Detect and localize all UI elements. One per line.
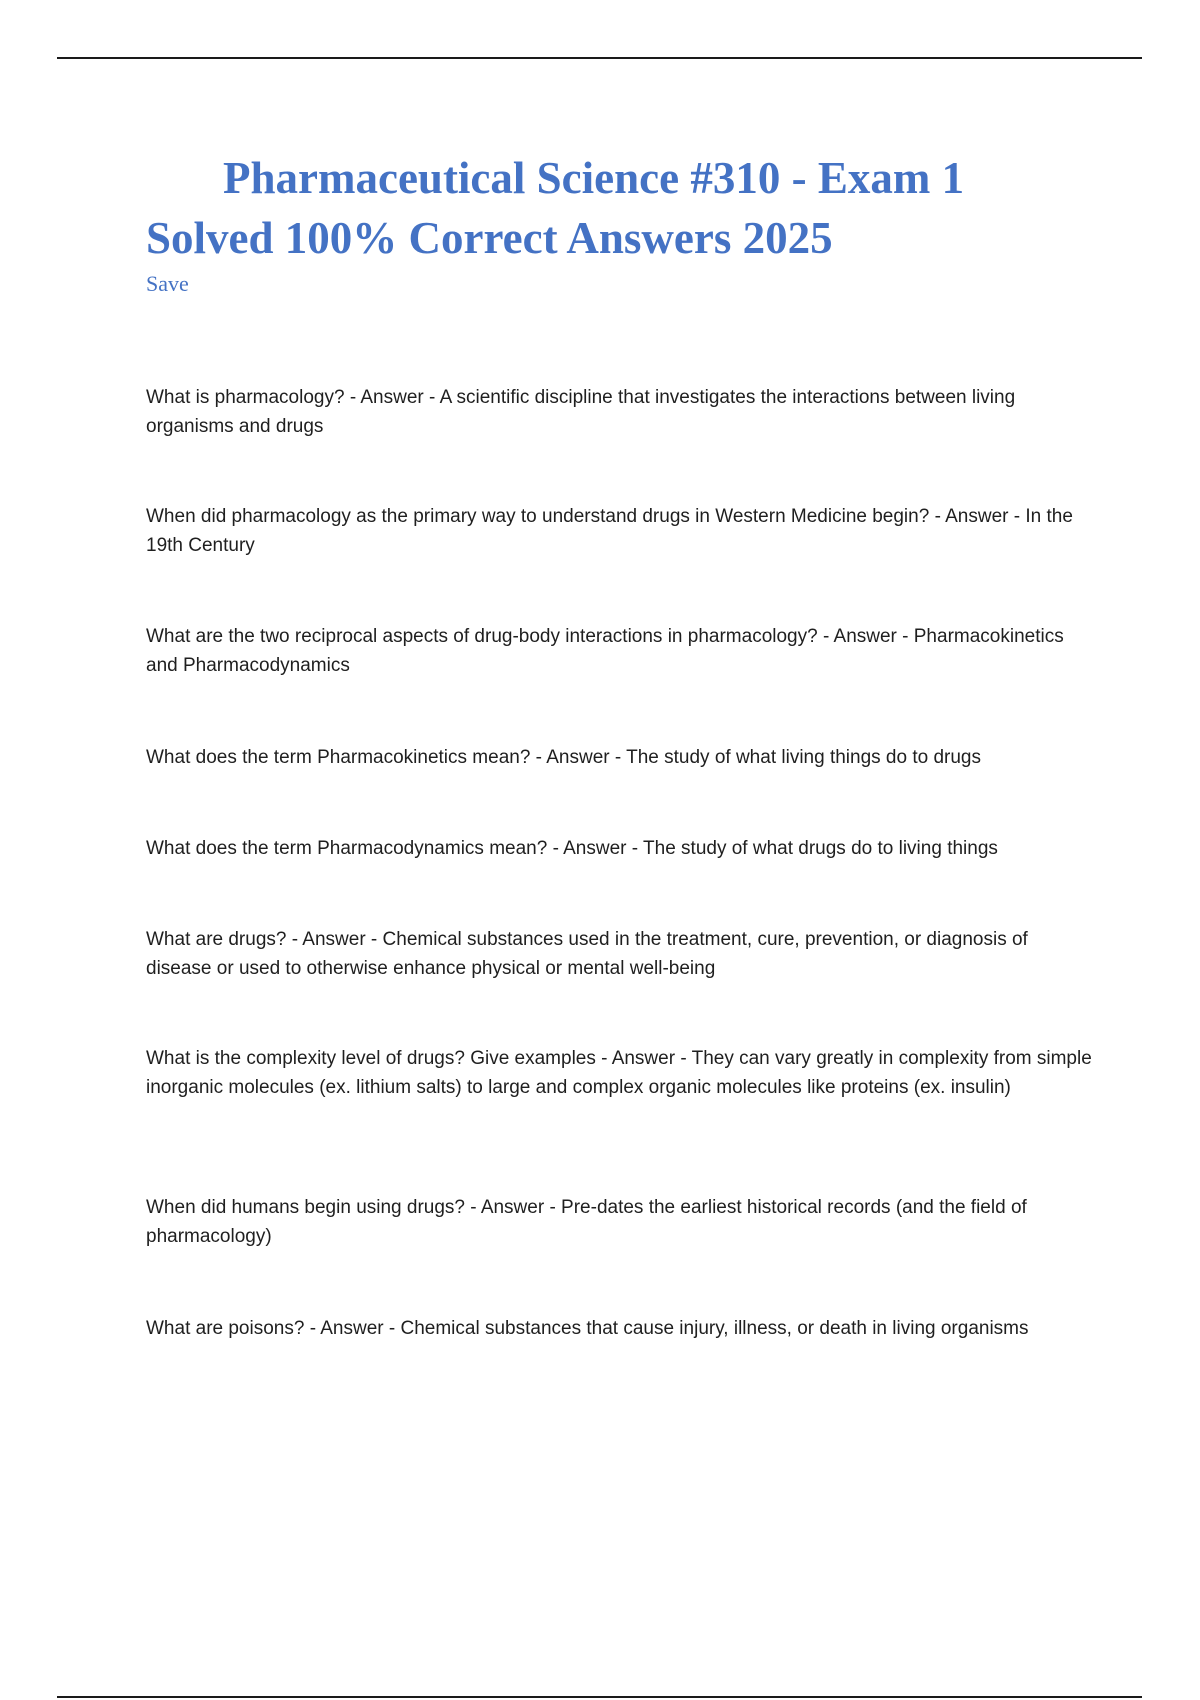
qa-item: What are poisons? - Answer - Chemical substances that cause injury, illness, or death in living organisms [146, 1318, 1029, 1339]
bottom-divider [57, 1696, 1142, 1698]
qa-item: When did pharmacology as the primary way to understand drugs in Western Medicine begin? - Answer - In the 19th Century [146, 506, 1073, 556]
document-title-line-2: Solved 100% Correct Answers 2025 [146, 213, 833, 263]
qa-item: When did humans begin using drugs? - Answer - Pre-dates the earliest historical records (and the field of pharmacology) [146, 1197, 1027, 1247]
qa-item: What is the complexity level of drugs? Give examples - Answer - They can vary greatly in complexity from simple inorganic molecules (ex. lithium salts) to large and complex organic molecules like proteins (ex. insulin) [146, 1048, 1092, 1098]
qa-item: What is pharmacology? - Answer - A scientific discipline that investigates the interactions between living organisms and drugs [146, 387, 1016, 437]
top-divider [57, 57, 1142, 59]
document-header [146, 148, 1106, 298]
qa-item: What are the two reciprocal aspects of drug-body interactions in pharmacology? - Answer - Pharmacokinetics and Pharmacodynamics [146, 626, 1064, 676]
qa-item: What does the term Pharmacodynamics mean? - Answer - The study of what drugs do to living things [146, 838, 998, 859]
save-link[interactable]: Save [146, 271, 189, 296]
document-title-line-1: Pharmaceutical Science #310 - Exam 1 [223, 153, 965, 203]
qa-item: What does the term Pharmacokinetics mean? - Answer - The study of what living things do to drugs [146, 747, 981, 768]
qa-item: What are drugs? - Answer - Chemical substances used in the treatment, cure, prevention, or diagnosis of disease or used to otherwise enhance physical or mental well-being [146, 929, 1028, 979]
